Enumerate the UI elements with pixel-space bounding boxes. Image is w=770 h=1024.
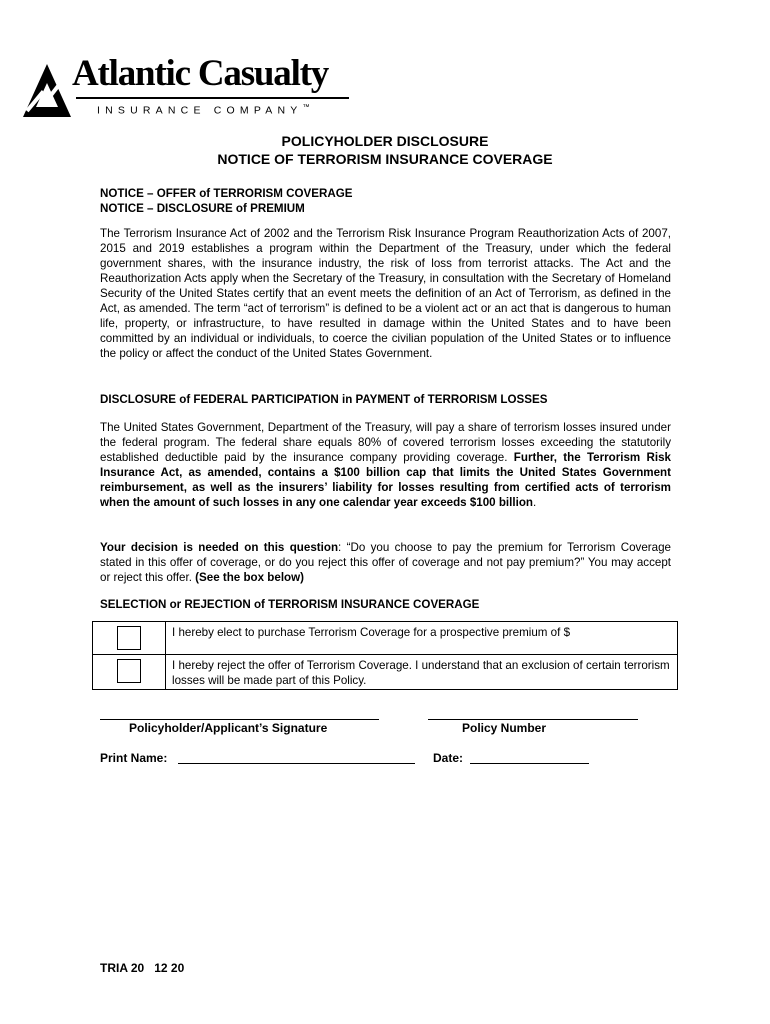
see-box-note: (See the box below) <box>195 571 305 584</box>
date-field[interactable] <box>470 751 589 764</box>
selection-heading: SELECTION or REJECTION of TERRORISM INSURANCE COVERAGE <box>100 598 480 611</box>
decision-lead: Your decision is needed on this question <box>100 541 339 554</box>
company-logo <box>22 53 342 119</box>
accept-box-cell <box>93 622 166 655</box>
logo-rule <box>76 97 349 99</box>
federal-participation-paragraph <box>100 420 671 510</box>
document-title: POLICYHOLDER DISCLOSURE <box>281 133 489 149</box>
decision-question: : “Do you choose to pay the premium for Terrorism Coverage stated in this offer of coverage, or do you reject this offer of coverage and not pay premium?” You may accept or reject this offer. <box>100 541 671 584</box>
federal-participation-heading: DISCLOSURE of FEDERAL PARTICIPATION in PAYMENT of TERRORISM LOSSES <box>100 393 548 406</box>
decision-paragraph <box>100 540 671 585</box>
reject-box-cell <box>93 655 166 690</box>
policy-number-line[interactable] <box>428 719 638 720</box>
signature-line[interactable] <box>100 719 379 720</box>
accept-option-text: I hereby elect to purchase Terrorism Coverage for a prospective premium of <box>172 626 561 639</box>
notice-offer: NOTICE – OFFER of TERRORISM COVERAGE <box>100 187 353 200</box>
document-subtitle: NOTICE OF TERRORISM INSURANCE COVERAGE <box>217 151 553 167</box>
form-code: TRIA 20 12 20 <box>100 961 185 975</box>
print-name-label: Print Name: <box>100 751 168 765</box>
reject-checkbox[interactable] <box>117 659 141 683</box>
federal-cap-text: Further, the Terrorism Risk Insurance Act, as amended, contains a $100 billion cap that limits the United States Government reimbursement, as well as the insurers’ liability for losses resulting from certified acts of terrorism when the amount of such losses in any one calendar year exceeds $100 billion <box>100 451 672 509</box>
intro-paragraph: The Terrorism Insurance Act of 2002 and the Terrorism Risk Insurance Program Reauthorization Acts of 2007, 2015 and 2019 establishes a program within the Department of the Treasury, under which the federal government shares, with the insurance industry, the risk of loss from terrorist attacks. The Act and the Reauthorization Acts apply when the Secretary of the Treasury, in consultation with the Secretary of Homeland Security of the United States certify that an event meets the definition of an Act of Terrorism, as defined in the Act, as amended. The term “act of terrorism” is defined to be a violent act or an act that is dangerous to human life, property, or infrastructure, to have resulted in damage within the United States and to have been committed by an individual or individuals, to coerce the civilian population of the United States or to influence the policy or affect the conduct of the United States Government. <box>100 227 671 360</box>
logo-trademark: ™ <box>302 104 310 111</box>
logo-company-name: Atlantic Casualty <box>72 53 329 94</box>
premium-currency: $ <box>563 626 571 639</box>
accept-checkbox[interactable] <box>117 626 141 650</box>
federal-share-text: The United States Government, Department of the Treasury, will pay a share of terrorism losses insured under the federal program. The federal share equals 80% of covered terrorism losses exceeding the statutorily established deductible paid by the insurance company providing coverage. <box>100 421 671 464</box>
signature-label: Policyholder/Applicant’s Signature <box>129 721 328 735</box>
logo-triangle-icon <box>22 63 72 118</box>
print-name-field[interactable] <box>178 751 415 764</box>
policy-number-label: Policy Number <box>462 721 547 735</box>
logo-tagline: INSURANCE COMPANY™ <box>97 104 310 117</box>
reject-option-text: I hereby reject the offer of Terrorism Coverage. I understand that an exclusion of certain terrorism losses will be made part of this Policy. <box>166 655 678 690</box>
notice-premium: NOTICE – DISCLOSURE of PREMIUM <box>100 202 305 215</box>
accept-option <box>166 622 678 655</box>
selection-table <box>92 621 678 690</box>
reject-row <box>93 655 678 690</box>
federal-end: . <box>532 496 537 509</box>
accept-row <box>93 622 678 655</box>
date-label: Date: <box>433 751 464 765</box>
